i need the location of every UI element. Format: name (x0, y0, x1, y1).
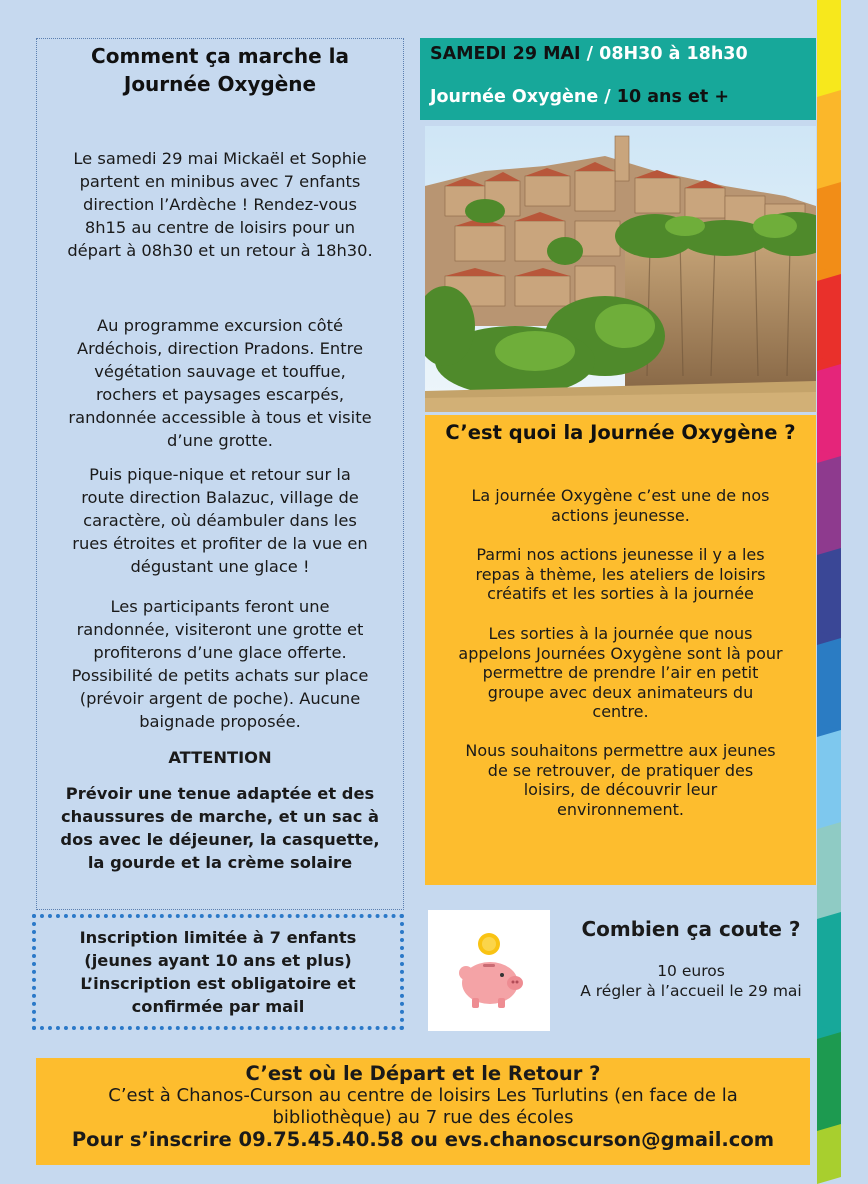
location-title: C’est où le Départ et le Retour ? (245, 1062, 601, 1085)
oxygene-paragraph-4: Nous souhaitons permettre aux jeunes de se retrouver, de pratiquer des loisirs, de découvrir leur environnement. (465, 741, 776, 819)
oxygene-title: C’est quoi la Journée Oxygène ? (445, 421, 796, 444)
equipment-paragraph: Prévoir une tenue adaptée et des chaussures de marche, et un sac à dos avec le déjeuner, la casquette, la gourde et la crème solaire (60, 784, 380, 872)
location-address-2: bibliothèque) au 7 rue des écoles (272, 1107, 574, 1128)
oxygene-paragraph-3: Les sorties à la journée que nous appelons Journées Oxygène sont là pour permettre de prendre l’air en petit groupe avec deux animateurs du centre. (458, 624, 783, 721)
event-name: Journée Oxygène / 10 ans et + (430, 87, 730, 107)
piggy-bank-box (428, 910, 550, 1031)
picnic-paragraph: Puis pique-nique et retour sur la route direction Balazuc, village de caractère, où déambuler dans les rues étroites et profiter de la vue en dégustant une glace ! (72, 465, 368, 576)
event-date: SAMEDI 29 MAI / 08H30 à 18h30 (430, 44, 748, 64)
attention-heading: ATTENTION (168, 748, 272, 767)
registration-contact: Pour s’inscrire 09.75.45.40.58 ou evs.chanoscurson@gmail.com (71, 1128, 775, 1151)
cost-price: 10 euros (657, 962, 725, 980)
participants-paragraph: Les participants feront une randonnée, visiteront une grotte et profiterons d’une glace offerte. Possibilité de petits achats sur place (prévoir argent de poche). Aucune baignade proposée. (71, 597, 369, 731)
oxygene-paragraph-1: La journée Oxygène c’est une de nos actions jeunesse. (471, 486, 770, 525)
how-it-works-title: Comment ça marche la Journée Oxygène (91, 44, 349, 96)
location-address-1: C’est à Chanos-Curson au centre de loisirs Les Turlutins (en face de la (108, 1085, 738, 1106)
piggy-bank-icon (428, 910, 550, 1031)
cost-title: Combien ça coute ? (581, 917, 801, 941)
village-photo (425, 126, 816, 412)
intro-paragraph: Le samedi 29 mai Mickaël et Sophie partent en minibus avec 7 enfants direction l’Ardèche ! Rendez-vous 8h15 au centre de loisirs pour un départ à 08h30 et un retour à 18h30. (67, 149, 373, 260)
inscription-text: Inscription limitée à 7 enfants (jeunes ayant 10 ans et plus) L’inscription est obligatoire et confirmée par mail (79, 928, 357, 1016)
program-paragraph: Au programme excursion côté Ardéchois, direction Pradons. Entre végétation sauvage et touffue, rochers et paysages escarpés, randonnée accessible à tous et visite d’une grotte. (68, 316, 372, 450)
oxygene-paragraph-2: Parmi nos actions jeunesse il y a les repas à thème, les ateliers de loisirs créatifs et les sorties à la journée (475, 545, 766, 603)
cost-payment-note: A régler à l’accueil le 29 mai (580, 982, 802, 1000)
